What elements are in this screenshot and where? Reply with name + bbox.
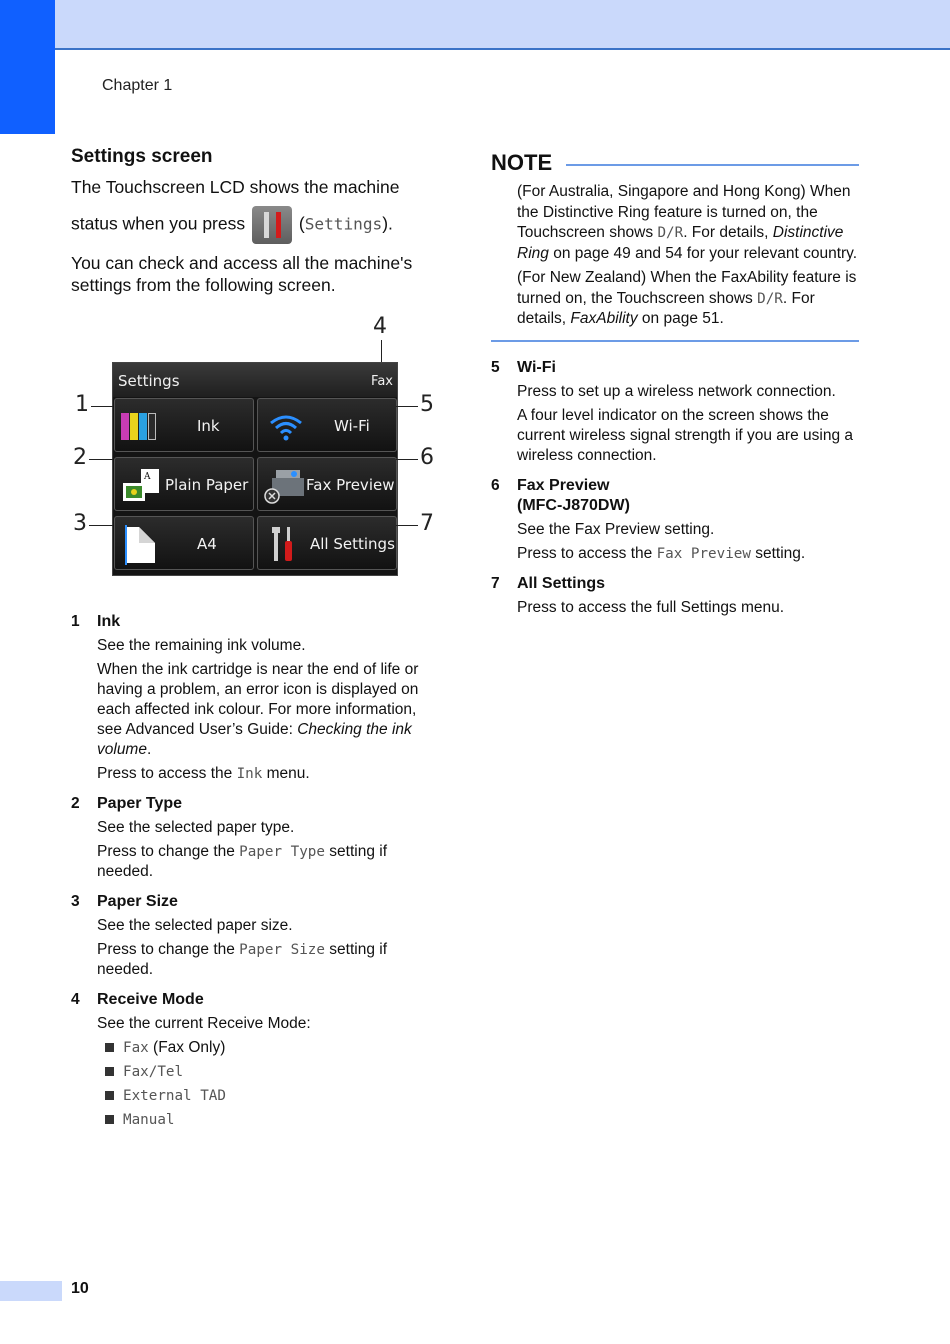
paper-type-icon [121,467,161,505]
item-text-part: menu. [262,765,310,782]
intro-line-3: You can check and access all the machine's settings from the following screen. [71,253,413,295]
receive-mode-list [97,1038,441,1130]
callout-2: 2 [73,445,87,470]
lcd-screen [112,362,398,576]
dr-mono: D/R [657,225,684,241]
menu-mono: Paper Type [239,844,325,860]
paper-size-button[interactable] [114,516,254,570]
mode-mono: Fax/Tel [123,1064,184,1080]
left-column [71,146,441,1140]
item-text-part: setting. [750,544,806,562]
fax-preview-label: Fax Preview [306,476,395,494]
intro-line-1: The Touchscreen LCD shows the machine [71,177,400,197]
legend-item-receive-mode [71,990,441,1130]
item-text [517,544,859,564]
chapter-tab [0,0,55,134]
all-settings-label: All Settings [310,535,395,553]
paper-type-label: Plain Paper [165,476,249,494]
xref-italic: Checking the ink volume [97,721,412,758]
mode-mono: Fax [123,1040,149,1056]
ink-yellow-icon [130,413,138,440]
item-text-part: Press to change the [97,843,240,860]
item-title: Wi-Fi [517,358,556,376]
callout-line-2 [89,459,113,460]
legend-item-wifi [491,358,859,466]
chapter-label: Chapter 1 [102,77,173,94]
settings-mono: Settings [304,214,383,234]
item-text-part: Press to access the [97,765,237,782]
note-title: NOTE [491,150,553,175]
item-text-part: . [146,741,152,758]
wifi-label: Wi-Fi [334,417,370,435]
xref-italic: FaxAbility [570,310,638,327]
intro [71,176,441,296]
item-text-part: setting if needed. [97,843,387,880]
item-text: See the selected paper size. [97,917,293,934]
note-rule [566,164,859,166]
item-number: 3 [71,893,80,910]
intro-text: status when you press [71,213,246,234]
lcd-header [113,363,397,397]
ink-black-icon [148,413,156,440]
fax-preview-icon [262,466,306,506]
note-text: on page 49 and 54 for your relevant country. [548,244,858,262]
callout-1: 1 [75,392,89,417]
intro-line-2 [71,206,441,244]
item-subtitle: (MFC-J870DW) [517,496,630,514]
item-title: Paper Size [97,893,178,910]
item-title: Receive Mode [97,991,204,1008]
lcd-title: Settings [118,372,180,390]
header-band [0,0,950,50]
wifi-icon [268,409,304,443]
paper-size-label: A4 [197,535,217,553]
fax-preview-button[interactable] [257,457,397,511]
mode-text: (Fax Only) [148,1039,226,1056]
paper-size-icon [125,525,157,565]
right-column [491,150,859,628]
mode-mono: External TAD [123,1088,226,1104]
item-text-part: Press to change the [97,941,240,958]
callout-line-7 [396,525,418,526]
item-title: All Settings [517,574,606,592]
note-text: (For New Zealand) When the FaxAbility feature is turned on, the Touchscreen shows [517,269,857,307]
legend-list-right [491,358,859,618]
item-title: Paper Type [97,795,183,812]
all-settings-button[interactable] [257,516,397,570]
receive-mode-label: Fax [371,374,393,389]
dr-mono: D/R [757,290,783,307]
paren-close: ). [382,213,393,234]
item-text [97,660,441,760]
item-text: See the Fax Preview setting. [517,520,715,538]
item-number: 6 [491,476,500,494]
ink-label: Ink [197,417,220,435]
svg-text:A: A [144,472,151,482]
note-text: on page 51. [637,310,724,327]
menu-mono: Paper Size [239,942,325,958]
list-item [97,1086,441,1106]
ink-cyan-icon [139,413,147,440]
section-title: Settings screen [71,146,213,167]
callout-line-1 [91,406,113,407]
item-number: 5 [491,358,500,376]
list-item [97,1110,441,1130]
item-text-part: When the ink cartridge is near the end of life or having a problem, an error icon is displayed on each affected ink colour. For more information, see Advanced User’s Guide: [97,661,419,738]
item-title: Fax Preview [517,476,610,494]
item-text: See the current Receive Mode: [97,1015,311,1032]
item-text [97,940,441,980]
callout-3: 3 [73,511,87,536]
settings-tools-icon [252,206,292,244]
ink-magenta-icon [121,413,129,440]
callout-5: 5 [420,392,434,417]
wifi-button[interactable] [257,398,397,452]
menu-mono: Ink [236,766,263,782]
item-text: See the remaining ink volume. [97,637,306,654]
list-item [97,1038,441,1058]
note-paragraph [517,268,859,330]
note-header [491,150,859,176]
lcd-figure [71,314,441,586]
menu-mono: Fax Preview [656,545,751,562]
xref-italic: Distinctive Ring [517,224,844,262]
legend-item-all-settings [491,574,859,618]
item-text: A four level indicator on the screen shows the current wireless signal strength if you are using a wireless connection. [517,406,853,464]
callout-6: 6 [420,445,434,470]
paren-open: ( [298,213,305,234]
item-text-part: Press to access the [517,544,657,562]
item-text: See the selected paper type. [97,819,295,836]
note-text: (For Australia, Singapore and Hong Kong) When the Distinctive Ring feature is turned on, the Touchscreen shows [517,183,851,241]
legend-item-ink [71,612,441,784]
item-text: Press to set up a wireless network connection. [517,382,836,400]
footer-band [0,1281,62,1301]
callout-4: 4 [373,314,387,339]
callout-7: 7 [420,511,434,536]
item-title: Ink [97,613,121,630]
item-number: 7 [491,574,500,592]
note-end-rule [491,340,859,342]
note-text: . For details, [517,289,815,327]
item-text-part: setting if needed. [97,941,387,978]
item-text [97,842,441,882]
callout-line-4 [381,340,382,362]
legend-list-left [71,612,441,1130]
ink-button[interactable] [114,398,254,452]
mode-mono: Manual [123,1112,175,1128]
item-number: 1 [71,613,80,630]
paper-type-button[interactable] [114,457,254,511]
legend-item-fax-preview [491,476,859,564]
item-number: 4 [71,991,80,1008]
callout-line-3 [89,525,113,526]
callout-line-6 [396,459,418,460]
tools-icon [270,525,296,565]
legend-item-paper-type [71,794,441,882]
item-text: Press to access the full Settings menu. [517,598,785,616]
legend-item-paper-size [71,892,441,980]
note-paragraph [517,182,859,264]
item-text [97,764,441,784]
item-number: 2 [71,795,80,812]
list-item [97,1062,441,1082]
callout-line-5 [396,406,418,407]
page-number: 10 [71,1280,89,1297]
note-text: . For details, [683,224,773,241]
note-body [491,182,859,330]
